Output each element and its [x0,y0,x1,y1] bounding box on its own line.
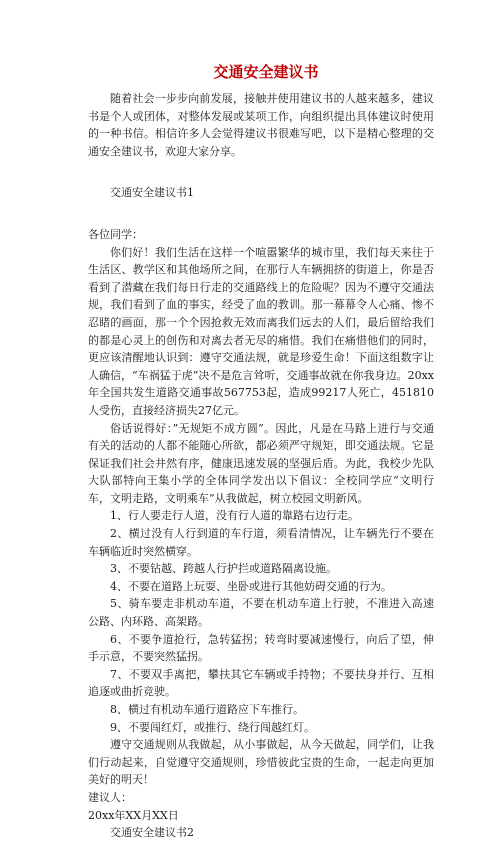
list-item: 6、不要争道抢行，急转猛拐；转弯时要减速慢行，向后了望，伸手示意，不要突然猛拐。 [88,632,434,664]
spacer [88,160,434,184]
body-paragraph: 俗话说得好：”无规矩不成方圆”。因此，凡是在马路上进行与交通有关的活动的人都不能随心所欲，都必须严守规矩，即交通法规。它是保证我们社会井然有序，健康迅速发展的坚强后盾。为此，我校少先队大队部特向王集小学的全体同学发出以下倡议：全校同学应“文明行车，文明走路，文明乘车”从我做起，树立校园文明新风。 [88,421,434,505]
date: 20xx年XX月XX日 [88,808,179,822]
list-item: 1、行人要走行人道，没有行人道的靠路右边行走。 [110,509,359,523]
greeting: 各位同学： [88,227,143,241]
list-item: 9、不要闯红灯，或推行、绕行闯越红灯。 [110,720,315,734]
signoff: 建议人： [88,790,132,804]
list-item: 5、骑车要走非机动车道，不要在机动车道上行驶，不准进入高速公路、内环路、高架路。 [88,597,434,629]
list-item: 8、横过有机动车通行道路应下车推行。 [110,703,304,716]
list-item: 4、不要在道路上玩耍、坐卧或进行其他妨碍交通的行为。 [110,579,392,593]
spacer [88,202,434,226]
body-paragraph: 你们好！我们生活在这样一个喧嚣繁华的城市里，我们每天来往于生活区、教学区和其他场所之间，在那行人车辆拥挤的街道上，你是否看到了潜藏在我们每日行走的交通路线上的危险呢？因为不遵守交通法规，我们看到了血的事实，经受了血的教训。那一幕幕令人心痛、惨不忍睹的画面，那一个个因抢救无效而离我们远去的人们，最后留给我们的都是心灵上的创伤和对离去者无尽的痛惜。我们在痛惜他们的同时，更应该清醒地认识到：遵守交通法规，就是珍爱生命！下面这组数字让人确信，“车祸猛于虎”决不是危言耸听，交通事故就在你我身边。20xx年全国共发生道路交通事故567753起，造成99217人死亡，451810人受伤，直接经济损失27亿元。 [88,245,434,417]
intro-paragraph: 随着社会一步步向前发展，接触并使用建议书的人越来越多，建议书是个人或团体，对整体发展或某项工作，向组织提出具体建议时使用的一种书信。相信许多人会觉得建议书很难写吧，以下是精心整理的交通安全建议书，欢迎大家分享。 [88,92,434,158]
closing-paragraph: 遵守交通规则从我做起，从小事做起，从今天做起，同学们，让我们行动起来，自觉遵守交通规则，珍惜彼此宝贵的生命，一起走向更加美好的明天！ [88,738,434,787]
section-heading-2: 交通安全建议书2 [110,826,194,840]
document-title: 交通安全建议书 [213,63,319,81]
list-item: 3、不要钻越、跨越人行护拦或道路隔离设施。 [110,562,337,576]
list-item: 2、横过没有人行到道的车行道，须看清情况，让车辆先行不要在车辆临近时突然横穿。 [88,527,434,558]
section-heading-1: 交通安全建议书1 [110,186,194,200]
list-item: 7、不要双手离把，攀扶其它车辆或手持物；不要扶身并行、互相追逐或曲折竞驶。 [88,667,434,699]
